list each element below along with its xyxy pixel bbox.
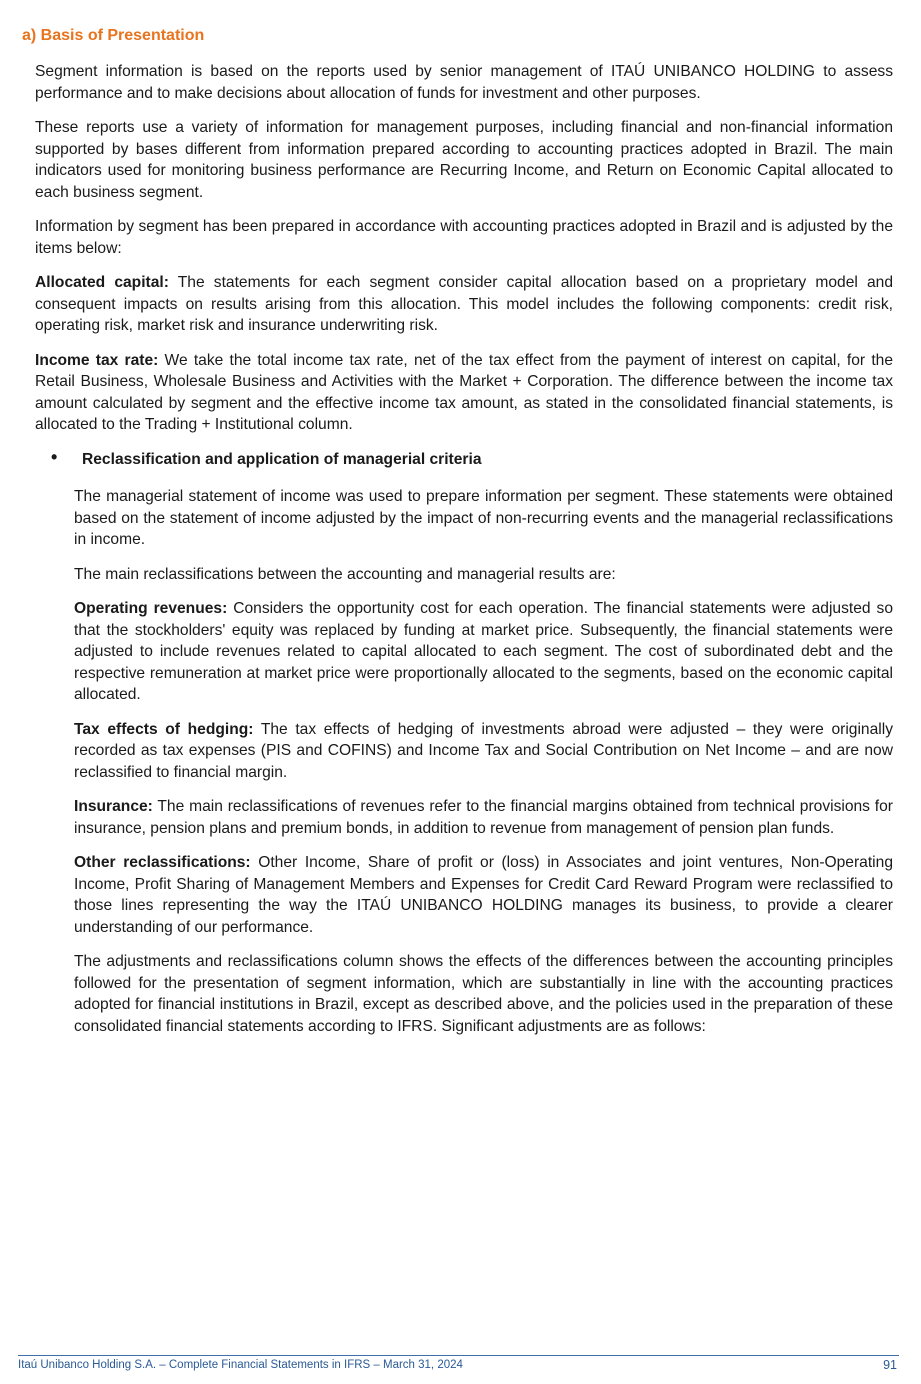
income-tax-rate-label: Income tax rate: — [35, 351, 159, 369]
insurance-text: The main reclassifications of revenues refer to the financial margins obtained from technical provisions for insurance, pension plans and premium bonds, in addition to revenue from management of pension plan funds. — [74, 798, 893, 837]
allocated-capital-label: Allocated capital: — [35, 274, 169, 291]
paragraph-insurance — [74, 796, 893, 839]
footer-divider — [18, 1355, 899, 1356]
bullet-heading — [35, 446, 893, 471]
paragraph-reports: These reports use a variety of information for management purposes, including financial and non-financial information supported by bases different from information prepared according to accounting practices adopted in Brazil. The main indicators used for monitoring business performance are Recurring Income, and Return on Economic Capital allocated to each business segment. — [35, 119, 893, 201]
bullet-heading-text: Reclassification and application of managerial criteria — [82, 450, 482, 468]
income-tax-rate-text: We take the total income tax rate, net of the tax effect from the payment of interest on capital, for the Retail Business, Wholesale Business and Activities with the Market + Corporation. The difference between the income tax amount calculated by segment and the effective income tax amount, as stated in the consolidated financial statements, is allocated to the Trading + Institutional column. — [35, 351, 893, 433]
paragraph-information-by-segment: Information by segment has been prepared in accordance with accounting practices adopted in Brazil and is adjusted by the items below: — [35, 218, 893, 257]
other-reclassifications-label: Other reclassifications: — [74, 854, 251, 871]
reclassification-section — [74, 486, 893, 1037]
paragraph-adjustments: The adjustments and reclassifications column shows the effects of the differences between the accounting principles followed for the presentation of segment information, which are substantially in line with the accounting practices adopted for financial institutions in Brazil, except as described above, and the policies used in the preparation of these consolidated financial statements according to IFRS. Significant adjustments are as follows: — [74, 953, 893, 1035]
allocated-capital-text: The statements for each segment consider capital allocation based on a proprietary model and consequent impacts on results arising from this allocation. This model includes the following components: credit risk, operating risk, market risk and insurance underwriting risk. — [35, 274, 893, 334]
paragraph-operating-revenues — [74, 598, 893, 706]
operating-revenues-label: Operating revenues: — [74, 600, 228, 617]
footer-document-title: Itaú Unibanco Holding S.A. – Complete Financial Statements in IFRS – March 31, 2024 — [18, 1359, 463, 1371]
paragraph-tax-effects — [74, 719, 893, 784]
page-number: 91 — [883, 1358, 897, 1372]
operating-revenues-text: Considers the opportunity cost for each operation. The financial statements were adjusted so that the stockholders' equity was replaced by funding at market price. Subsequently, the financial statements were adjusted to include revenues related to capital allocated to each segment. The cost of subordinated debt and the respective remuneration at market price were proportionally allocated to the segments, based on the economic capital allocated. — [74, 600, 893, 703]
section-body — [35, 61, 893, 1050]
bullet-icon: • — [51, 446, 58, 467]
paragraph-managerial-statement: The managerial statement of income was used to prepare information per segment. These statements were obtained based on the statement of income adjusted by the impact of non-recurring events and the managerial reclassifications in income. — [74, 488, 893, 548]
section-title: a) Basis of Presentation — [22, 27, 205, 44]
paragraph-segment-information: Segment information is based on the reports used by senior management of ITAÚ UNIBANCO HOLDING to assess performance and to make decisions about allocation of funds for investment and other purposes. — [35, 63, 893, 102]
paragraph-income-tax-rate — [35, 350, 893, 436]
other-reclassifications-text: Other Income, Share of profit or (loss) in Associates and joint ventures, Non-Operating Income, Profit Sharing of Management Members and Expenses for Credit Card Reward Program were reclassified to those lines representing the way the ITAÚ UNIBANCO HOLDING manages its business, to provide a clearer understanding of our performance. — [74, 854, 893, 936]
paragraph-allocated-capital — [35, 272, 893, 337]
tax-effects-label: Tax effects of hedging: — [74, 720, 254, 738]
paragraph-main-reclassifications: The main reclassifications between the accounting and managerial results are: — [74, 565, 616, 583]
insurance-label: Insurance: — [74, 798, 153, 815]
paragraph-other-reclassifications — [74, 852, 893, 938]
tax-effects-text: The tax effects of hedging of investments abroad were adjusted – they were originally recorded as tax expenses (PIS and COFINS) and Income Tax and Social Contribution on Net Income – and are now reclassified to financial margin. — [74, 720, 893, 781]
